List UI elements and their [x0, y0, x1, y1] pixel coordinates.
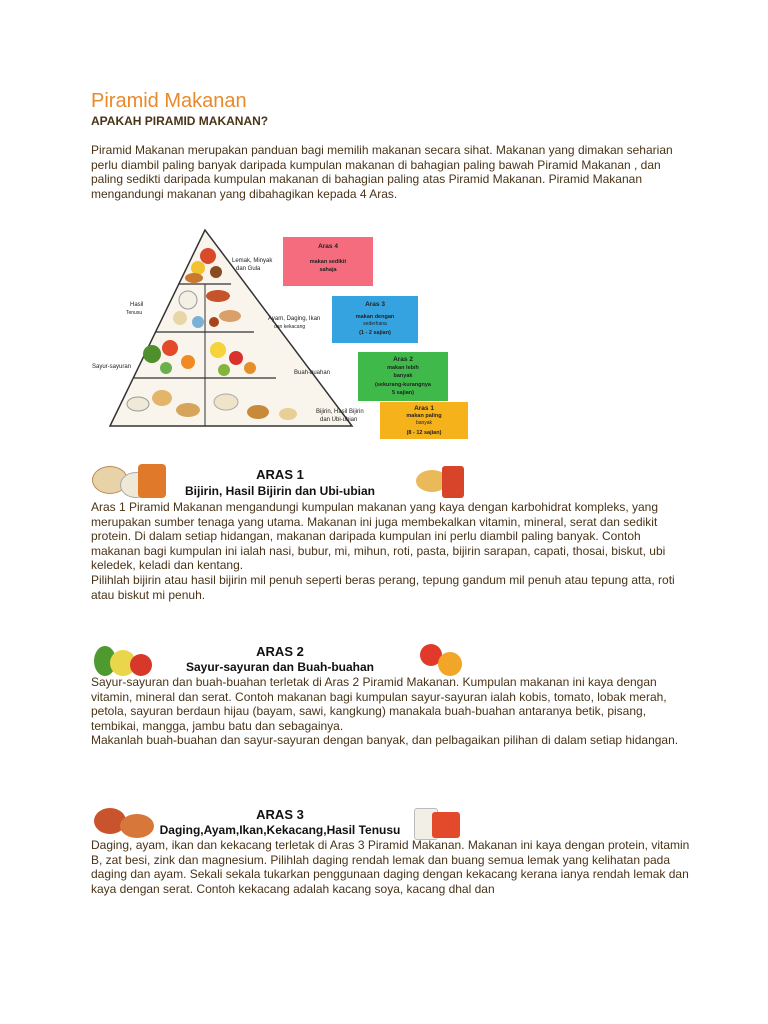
- label-buah: Buah-buahan: [294, 370, 331, 376]
- aras4-line2: sahaja: [319, 267, 337, 273]
- aras3-paragraph: [91, 838, 691, 896]
- aras3-banner-subtitle: Daging,Ayam,Ikan,Kekacang,Hasil Tenusu: [159, 823, 401, 837]
- label-bijirin-line2: dan Ubi-ubian: [320, 417, 358, 423]
- aras1-paragraph: [91, 500, 691, 602]
- intro-text: Piramid Makanan merupakan panduan bagi memilih makanan secara sihat. Makanan yang dimakan seharian perlu diambil paling banyak daripada kumpulan makanan di bahagian paling bawah Piramid Makanan , dan paling sedikti daripada kumpulan makanan di bahagian paling atas Piramid Makanan. Piramid Makanan mengandungi makanan yang dibahagikan kepada 4 Aras.: [91, 143, 673, 201]
- aras4-title: Aras 4: [318, 243, 338, 250]
- page-title: Piramid Makanan: [91, 90, 247, 112]
- aras3-title: Aras 3: [365, 301, 385, 308]
- aras2-line4: 5 sajian): [391, 390, 415, 396]
- aras2-paragraph: [91, 675, 691, 748]
- aras2-text-2: Makanlah buah-buahan dan sayur-sayuran dengan banyak, dan pelbagaikan pilihan di dalam setiap hidangan.: [91, 733, 679, 748]
- aras3-text-1: Daging, ayam, ikan dan kekacang terletak di Aras 3 Piramid Makanan. Makanan ini kaya dengan protein, vitamin B, zat besi, zink dan magnesium. Pilihlah daging rendah lemak dan buang semua lemak yang kelihatan pada daging dan ayam. Sekali sekala tukarkan penggunaan daging dengan kekacang kerana ianya rendah lemak dan kaya dengan serat. Contoh kekacang adalah kacang soya, kacang dhal dan: [91, 838, 690, 896]
- aras1-line1: makan paling: [406, 413, 442, 419]
- label-ayam-line1: Ayam, Daging, Ikan: [268, 316, 321, 322]
- aras3-banner-title: ARAS 3: [256, 807, 304, 822]
- aras1-title: Aras 1: [414, 405, 434, 412]
- label-ayam-line2: dan kekacang: [274, 324, 306, 330]
- label-bijirin-line1: Bijirin, Hasil Bijirin: [316, 409, 364, 415]
- aras2-banner-subtitle: Sayur-sayuran dan Buah-buahan: [185, 660, 375, 674]
- aras2-title: Aras 2: [393, 356, 413, 363]
- aras2-banner: [90, 640, 470, 680]
- aras1-banner-subtitle: Bijirin, Hasil Bijirin dan Ubi-ubian: [184, 484, 375, 498]
- food-pyramid-illustration: [90, 226, 472, 442]
- aras3-line1: makan dengan: [355, 314, 395, 320]
- section-heading: APAKAH PIRAMID MAKANAN?: [91, 114, 269, 128]
- food-pyramid-svg: [90, 226, 472, 442]
- aras1-banner-title: ARAS 1: [256, 467, 304, 482]
- aras2-line1: makan lebih: [387, 365, 419, 371]
- aras2-text-1: Sayur-sayuran dan buah-buahan terletak di Aras 2 Piramid Makanan. Kumpulan makanan ini kaya dengan vitamin, mineral dan serat. Contoh makanan bagi kumpulan sayur-sayuran ialah kobis, tomato, lobak merah, petola, sayuran berdaun hijau (bayam, sawi, kangkung) manakala buah-buahan antaranya betik, pisang, tembikai, mangga, jambu batu dan sebagainya.: [91, 675, 667, 733]
- label-lemak-line1: Lemak, Minyak: [232, 258, 273, 264]
- aras1-line3: (8 - 12 sajian): [406, 430, 442, 436]
- label-sayur: Sayur-sayuran: [92, 364, 132, 370]
- aras2-line3: (sekurang-kurangnya: [375, 382, 431, 388]
- aras1-line2: banyak: [415, 420, 433, 426]
- aras3-line2: sederhana: [363, 321, 387, 327]
- intro-paragraph: [91, 143, 691, 201]
- label-hasil-line1: Hasil: [130, 302, 144, 308]
- aras3-line3: (1 - 2 sajian): [359, 330, 391, 336]
- aras1-banner: [90, 462, 470, 502]
- aras1-text-2: Pilihlah bijirin atau hasil bijirin mil penuh seperti beras perang, tepung gandum mil penuh atau tepung atta, roti atau biskut mi penuh.: [91, 572, 675, 602]
- aras2-line2: banyak: [393, 373, 413, 379]
- aras1-text-1: Aras 1 Piramid Makanan mengandungi kumpulan makanan yang kaya dengan karbohidrat kompleks, yang merupakan sumber tenaga yang utama. Makanan ini juga membekalkan vitamin, mineral, serat dan sedikit protein. Di dalam setiap hidangan, makanan daripada kumpulan ini perlu diambil paling banyak. Contoh makanan bagi kumpulan ini ialah nasi, bubur, mi, mihun, roti, pasta, bijirin sarapan, capati, thosai, biskut, ubi keledek, keladi dan kentang.: [91, 500, 666, 573]
- aras2-banner-title: ARAS 2: [256, 644, 304, 659]
- label-hasil-line2: Tenusu: [126, 310, 143, 316]
- label-lemak-line2: dan Gula: [236, 266, 261, 272]
- aras4-line1: makan sedikit: [309, 259, 347, 265]
